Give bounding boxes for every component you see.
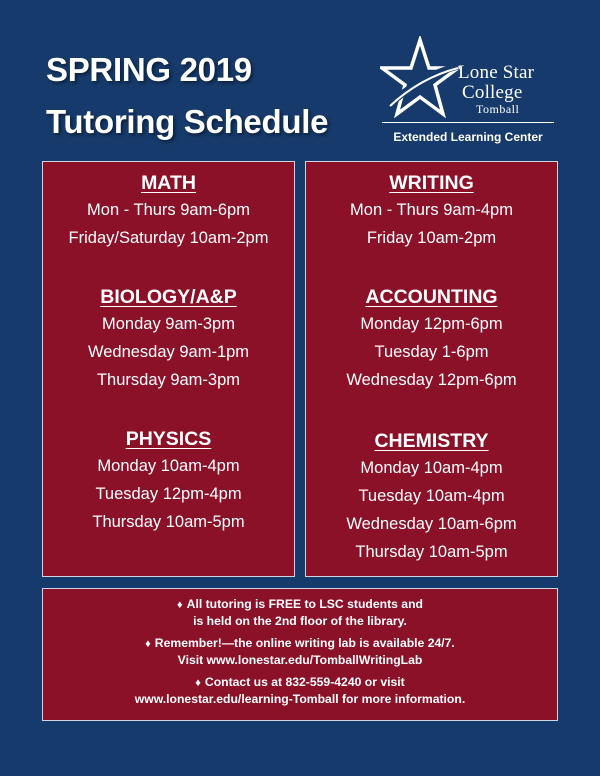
info-note xyxy=(43,636,557,668)
title-line-2: Tutoring Schedule xyxy=(46,103,329,140)
subject-accounting xyxy=(306,284,557,394)
college-logo xyxy=(380,36,556,148)
subject-heading: ACCOUNTING xyxy=(365,286,498,308)
title-line-1: SPRING 2019 xyxy=(46,51,252,88)
star-icon xyxy=(380,36,460,126)
note-line: All tutoring is FREE to LSC students and xyxy=(186,597,423,611)
hours-line: Tuesday 10am-4pm xyxy=(358,487,505,505)
note-line: Visit www.lonestar.edu/TomballWritingLab xyxy=(177,652,423,667)
subject-heading: PHYSICS xyxy=(125,428,212,450)
note-line: Contact us at 832-559-4240 or visit xyxy=(204,675,405,689)
note-line: www.lonestar.edu/learning-Tomball for more information. xyxy=(134,691,466,706)
left-schedule-panel xyxy=(42,161,295,577)
hours-line: Tuesday 12pm-4pm xyxy=(95,485,242,503)
subject-chemistry xyxy=(306,428,557,566)
note-line: is held on the 2nd floor of the library. xyxy=(193,613,407,628)
hours-line: Mon - Thurs 9am-4pm xyxy=(350,201,513,219)
subject-math xyxy=(43,170,294,252)
logo-divider xyxy=(382,122,554,123)
hours-line: Monday 9am-3pm xyxy=(102,315,235,333)
hours-line: Thursday 9am-3pm xyxy=(96,371,241,389)
hours-line: Mon - Thurs 9am-6pm xyxy=(87,201,250,219)
hours-line: Monday 10am-4pm xyxy=(360,459,503,477)
hours-line: Tuesday 1-6pm xyxy=(374,343,489,361)
subject-heading: CHEMISTRY xyxy=(374,430,489,452)
hours-line: Wednesday 12pm-6pm xyxy=(346,371,517,389)
logo-line-2: College xyxy=(462,82,523,103)
info-note xyxy=(43,597,557,629)
diamond-bullet-icon: ♦ xyxy=(177,599,183,611)
logo-subtitle: Extended Learning Center xyxy=(393,130,543,144)
info-note xyxy=(43,675,557,707)
diamond-bullet-icon: ♦ xyxy=(145,638,151,650)
hours-line: Thursday 10am-5pm xyxy=(92,513,245,531)
page-title xyxy=(46,44,328,148)
note-line: Remember!—the online writing lab is available 24/7. xyxy=(154,636,455,650)
hours-line: Friday/Saturday 10am-2pm xyxy=(68,229,269,247)
hours-line: Wednesday 9am-1pm xyxy=(87,343,250,361)
subject-heading: MATH xyxy=(141,172,196,194)
subject-biology xyxy=(43,284,294,394)
logo-line-1: Lone Star xyxy=(458,62,535,83)
subject-physics xyxy=(43,426,294,536)
info-panel xyxy=(42,588,558,721)
hours-line: Thursday 10am-5pm xyxy=(355,543,508,561)
hours-line: Monday 10am-4pm xyxy=(97,457,240,475)
diamond-bullet-icon: ♦ xyxy=(195,677,201,689)
subject-heading: WRITING xyxy=(389,172,474,194)
subject-writing xyxy=(306,170,557,252)
logo-line-3: Tomball xyxy=(476,102,520,116)
hours-line: Wednesday 10am-6pm xyxy=(346,515,517,533)
hours-line: Friday 10am-2pm xyxy=(366,229,497,247)
right-schedule-panel xyxy=(305,161,558,577)
subject-heading: BIOLOGY/A&P xyxy=(100,286,237,308)
hours-line: Monday 12pm-6pm xyxy=(360,315,503,333)
